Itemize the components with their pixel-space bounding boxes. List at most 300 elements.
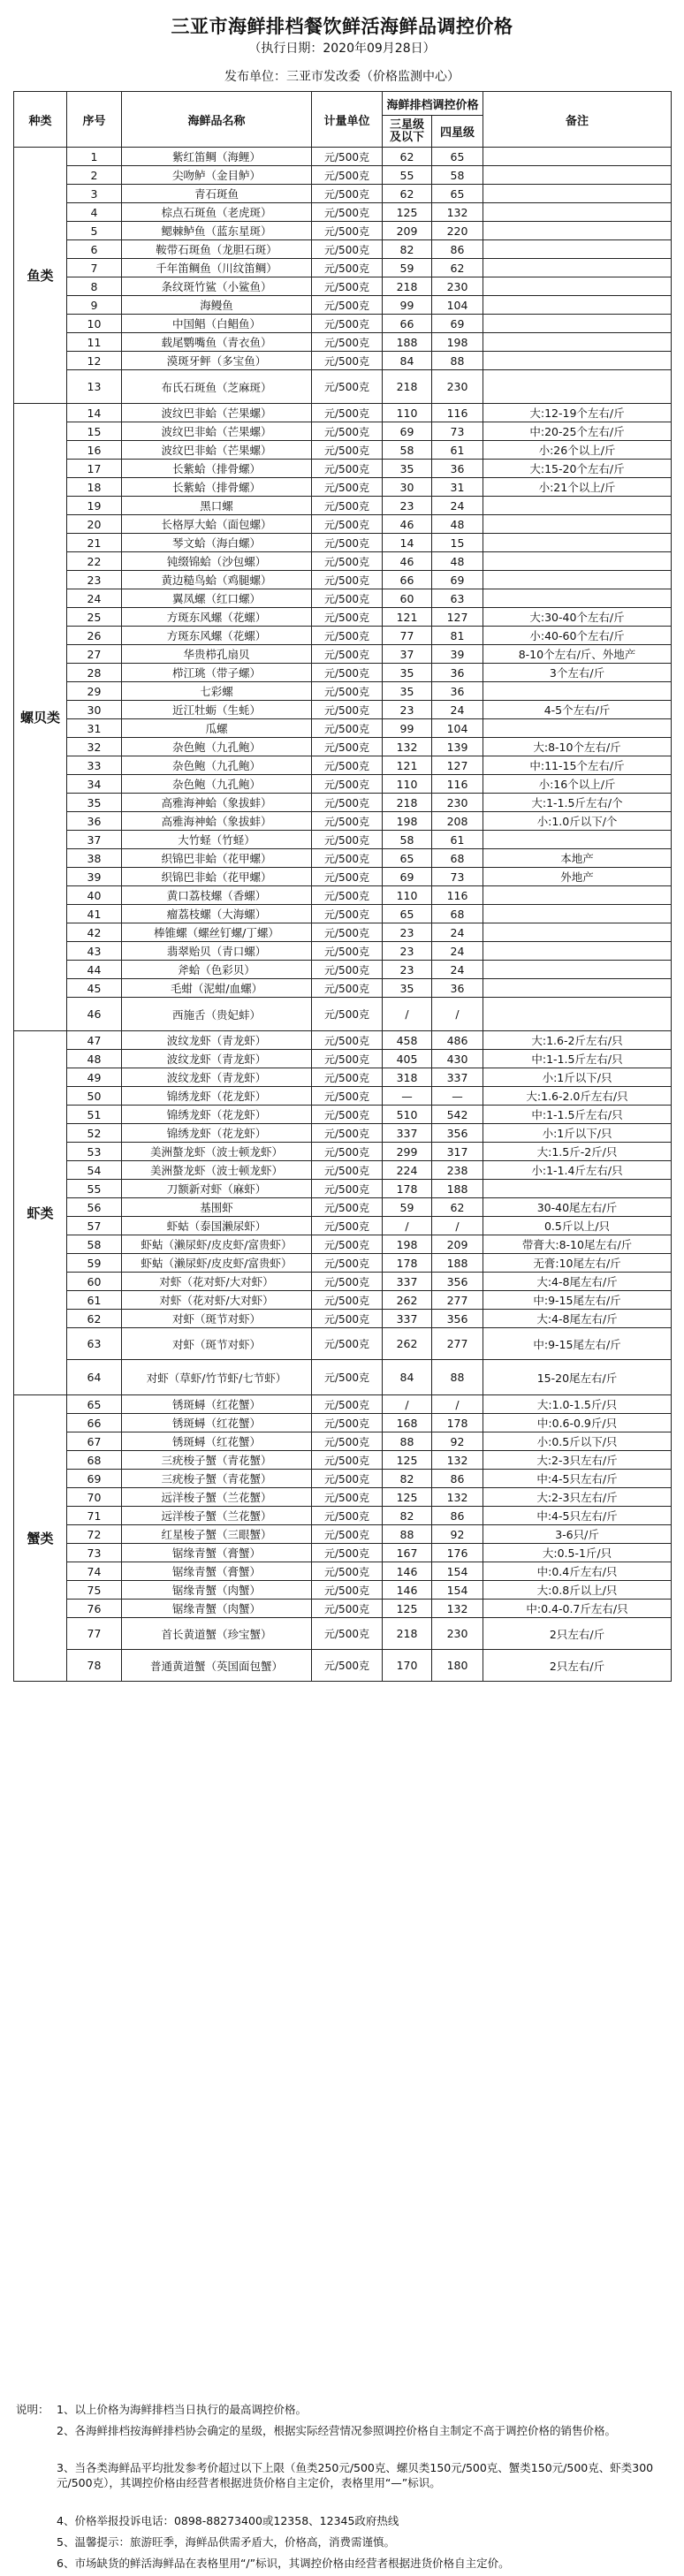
unit-cell: 元/500克 <box>312 1106 383 1124</box>
table-row <box>14 719 672 738</box>
item-name: 基围虾 <box>122 1198 312 1217</box>
price-4star: 180 <box>432 1650 483 1682</box>
note-cell: 大:15-20个左右/斤 <box>483 460 672 478</box>
price-3star: 132 <box>383 738 432 756</box>
unit-cell: 元/500克 <box>312 1360 383 1395</box>
price-4star: 116 <box>432 775 483 794</box>
unit-cell: 元/500克 <box>312 868 383 886</box>
price-4star: 92 <box>432 1432 483 1451</box>
unit-cell: 元/500克 <box>312 794 383 812</box>
note-cell <box>483 222 672 240</box>
header-price-4star: 四星级 <box>432 116 483 148</box>
note-cell: 15-20尾左右/斤 <box>483 1360 672 1395</box>
unit-cell: 元/500克 <box>312 1217 383 1235</box>
price-3star: 188 <box>383 333 432 352</box>
note-cell <box>483 571 672 589</box>
table-row <box>14 1050 672 1068</box>
item-name: 波纹龙虾（青龙虾） <box>122 1031 312 1050</box>
note-cell: 大:1.0-1.5斤/只 <box>483 1395 672 1414</box>
unit-cell: 元/500克 <box>312 441 383 460</box>
note-cell: 中:1-1.5斤左右/只 <box>483 1050 672 1068</box>
item-name: 波纹龙虾（青龙虾） <box>122 1050 312 1068</box>
item-name: 尖吻鲈（金目鲈） <box>122 166 312 185</box>
row-number: 7 <box>67 259 122 277</box>
unit-cell: 元/500克 <box>312 998 383 1031</box>
row-number: 38 <box>67 849 122 868</box>
category-label: 蟹类 <box>14 1395 67 1682</box>
row-number: 73 <box>67 1544 122 1562</box>
note-cell <box>483 148 672 166</box>
row-number: 6 <box>67 240 122 259</box>
price-3star: / <box>383 1217 432 1235</box>
item-name: 条纹斑竹鲨（小鲨鱼） <box>122 277 312 296</box>
price-3star: 458 <box>383 1031 432 1050</box>
price-3star: 299 <box>383 1143 432 1161</box>
price-4star: 61 <box>432 831 483 849</box>
price-4star: 63 <box>432 589 483 608</box>
price-3star: 224 <box>383 1161 432 1180</box>
row-number: 56 <box>67 1198 122 1217</box>
table-row <box>14 682 672 701</box>
price-4star: 24 <box>432 942 483 961</box>
price-3star: 110 <box>383 886 432 905</box>
table-row <box>14 589 672 608</box>
item-name: 波纹巴非蛤（芒果螺） <box>122 422 312 441</box>
table-row <box>14 998 672 1031</box>
item-name: 杂色鲍（九孔鲍） <box>122 756 312 775</box>
note-cell: 本地产 <box>483 849 672 868</box>
item-name: 琴文蛤（海白螺） <box>122 534 312 552</box>
price-3star: 66 <box>383 571 432 589</box>
row-number: 42 <box>67 923 122 942</box>
note-cell: 4-5个左右/斤 <box>483 701 672 719</box>
note-cell <box>483 240 672 259</box>
row-number: 52 <box>67 1124 122 1143</box>
price-3star: 218 <box>383 1618 432 1650</box>
note-cell: 30-40尾左右/斤 <box>483 1198 672 1217</box>
unit-cell: 元/500克 <box>312 608 383 627</box>
item-name: 织锦巴非蛤（花甲螺） <box>122 868 312 886</box>
price-4star: 39 <box>432 645 483 664</box>
item-name: 长格厚大蛤（面包螺） <box>122 515 312 534</box>
table-row <box>14 1600 672 1618</box>
unit-cell: 元/500克 <box>312 645 383 664</box>
price-4star: 209 <box>432 1235 483 1254</box>
unit-cell: 元/500克 <box>312 1544 383 1562</box>
row-number: 10 <box>67 315 122 333</box>
price-4star: 230 <box>432 1618 483 1650</box>
note-cell <box>483 315 672 333</box>
table-row <box>14 534 672 552</box>
item-name: 锯缘青蟹（肉蟹） <box>122 1600 312 1618</box>
unit-cell: 元/500克 <box>312 1488 383 1507</box>
price-3star: 46 <box>383 515 432 534</box>
item-name: 锦绣龙虾（花龙虾） <box>122 1124 312 1143</box>
row-number: 71 <box>67 1507 122 1525</box>
unit-cell: 元/500克 <box>312 923 383 942</box>
row-number: 62 <box>67 1310 122 1328</box>
item-name: 对虾（花对虾/大对虾） <box>122 1291 312 1310</box>
price-3star: 88 <box>383 1525 432 1544</box>
note-cell <box>483 166 672 185</box>
price-4star: 36 <box>432 664 483 682</box>
unit-cell: 元/500克 <box>312 979 383 998</box>
item-name: 紫红笛鲷（海鲤） <box>122 148 312 166</box>
table-row <box>14 961 672 979</box>
unit-cell: 元/500克 <box>312 1124 383 1143</box>
row-number: 5 <box>67 222 122 240</box>
price-4star: 62 <box>432 259 483 277</box>
row-number: 63 <box>67 1328 122 1360</box>
unit-cell: 元/500克 <box>312 1273 383 1291</box>
note-item: 2、各海鲜排档按海鲜排档协会确定的星级，根据实际经营情况参照调控价格自主制定不高于调控价格的销售价格。 <box>57 2424 616 2437</box>
unit-cell: 元/500克 <box>312 849 383 868</box>
unit-cell: 元/500克 <box>312 1198 383 1217</box>
item-name: 锦绣龙虾（花龙虾） <box>122 1106 312 1124</box>
table-row <box>14 1254 672 1273</box>
price-3star: 59 <box>383 259 432 277</box>
item-name: 远洋梭子蟹（兰花蟹） <box>122 1507 312 1525</box>
table-row <box>14 886 672 905</box>
price-4star: 198 <box>432 333 483 352</box>
note-cell: 中:4-5只左右/斤 <box>483 1470 672 1488</box>
price-4star: 36 <box>432 460 483 478</box>
row-number: 22 <box>67 552 122 571</box>
note-cell <box>483 979 672 998</box>
note-cell: 中:9-15尾左右/斤 <box>483 1291 672 1310</box>
unit-cell: 元/500克 <box>312 1087 383 1106</box>
unit-cell: 元/500克 <box>312 404 383 422</box>
table-row <box>14 1291 672 1310</box>
table-row <box>14 441 672 460</box>
table-row <box>14 1124 672 1143</box>
table-row <box>14 979 672 998</box>
note-cell: 0.5斤以上/只 <box>483 1217 672 1235</box>
note-cell <box>483 552 672 571</box>
unit-cell: 元/500克 <box>312 1432 383 1451</box>
price-3star: 337 <box>383 1310 432 1328</box>
item-name: 青石斑鱼 <box>122 185 312 203</box>
price-3star: 262 <box>383 1328 432 1360</box>
note-cell: 大:1-1.5斤左右/个 <box>483 794 672 812</box>
unit-cell: 元/500克 <box>312 1068 383 1087</box>
price-4star: 220 <box>432 222 483 240</box>
price-4star: 88 <box>432 1360 483 1395</box>
price-3star: 35 <box>383 979 432 998</box>
price-4star: 178 <box>432 1414 483 1432</box>
item-name: 虾蛄（濑尿虾/皮皮虾/富贵虾） <box>122 1235 312 1254</box>
price-3star: 23 <box>383 701 432 719</box>
table-row <box>14 1198 672 1217</box>
unit-cell: 元/500克 <box>312 961 383 979</box>
price-4star: 317 <box>432 1143 483 1161</box>
note-cell <box>483 259 672 277</box>
price-3star: 23 <box>383 923 432 942</box>
table-row <box>14 1451 672 1470</box>
price-4star: 188 <box>432 1254 483 1273</box>
unit-cell: 元/500克 <box>312 886 383 905</box>
table-row <box>14 1544 672 1562</box>
item-name: 三疣梭子蟹（青花蟹） <box>122 1470 312 1488</box>
note-cell: 中:1-1.5斤左右/只 <box>483 1106 672 1124</box>
price-4star: / <box>432 1217 483 1235</box>
note-cell <box>483 277 672 296</box>
note-item: 6、市场缺货的鲜活海鲜品在表格里用“/”标识，其调控价格由经营者根据进货价格自主定价。 <box>57 2557 510 2570</box>
note-cell <box>483 923 672 942</box>
table-row <box>14 1273 672 1291</box>
note-cell: 大:4-8尾左右/斤 <box>483 1273 672 1291</box>
price-4star: 430 <box>432 1050 483 1068</box>
table-row <box>14 370 672 404</box>
table-row <box>14 923 672 942</box>
unit-cell: 元/500克 <box>312 1180 383 1198</box>
price-4star: 68 <box>432 905 483 923</box>
item-name: 杂色鲍（九孔鲍） <box>122 738 312 756</box>
price-3star: 58 <box>383 441 432 460</box>
note-cell: 大:1.6-2.0斤左右/只 <box>483 1087 672 1106</box>
price-3star: 23 <box>383 497 432 515</box>
price-4star: 154 <box>432 1581 483 1600</box>
row-number: 35 <box>67 794 122 812</box>
price-4star: 176 <box>432 1544 483 1562</box>
row-number: 3 <box>67 185 122 203</box>
price-4star: 48 <box>432 552 483 571</box>
row-number: 68 <box>67 1451 122 1470</box>
item-name: 对虾（斑节对虾） <box>122 1328 312 1360</box>
price-3star: 62 <box>383 148 432 166</box>
row-number: 61 <box>67 1291 122 1310</box>
note-cell <box>483 296 672 315</box>
note-cell: 小:21个以上/斤 <box>483 478 672 497</box>
table-row <box>14 277 672 296</box>
table-row <box>14 812 672 831</box>
table-row <box>14 794 672 812</box>
note-cell <box>483 534 672 552</box>
price-4star: 238 <box>432 1161 483 1180</box>
note-cell: 中:20-25个左右/斤 <box>483 422 672 441</box>
price-4star: 542 <box>432 1106 483 1124</box>
price-4star: 73 <box>432 422 483 441</box>
header-name: 海鲜品名称 <box>122 92 312 148</box>
note-cell: 8-10个左右/斤、外地产 <box>483 645 672 664</box>
note-cell <box>483 719 672 738</box>
header-unit: 计量单位 <box>312 92 383 148</box>
note-cell <box>483 497 672 515</box>
price-3star: 23 <box>383 961 432 979</box>
table-row <box>14 148 672 166</box>
item-name: 高雅海神蛤（象拔蚌） <box>122 794 312 812</box>
price-4star: 65 <box>432 185 483 203</box>
item-name: 长紫蛤（排骨螺） <box>122 460 312 478</box>
table-row <box>14 868 672 886</box>
row-number: 67 <box>67 1432 122 1451</box>
row-number: 13 <box>67 370 122 404</box>
item-name: 美洲螯龙虾（波士顿龙虾） <box>122 1161 312 1180</box>
price-3star: 65 <box>383 849 432 868</box>
unit-cell: 元/500克 <box>312 1581 383 1600</box>
table-row <box>14 1031 672 1050</box>
row-number: 33 <box>67 756 122 775</box>
note-cell <box>483 886 672 905</box>
price-3star: 170 <box>383 1650 432 1682</box>
table-row <box>14 240 672 259</box>
row-number: 72 <box>67 1525 122 1544</box>
unit-cell: 元/500克 <box>312 166 383 185</box>
table-row <box>14 664 672 682</box>
row-number: 26 <box>67 627 122 645</box>
unit-cell: 元/500克 <box>312 296 383 315</box>
unit-cell: 元/500克 <box>312 333 383 352</box>
unit-cell: 元/500克 <box>312 478 383 497</box>
price-4star: 73 <box>432 868 483 886</box>
note-cell <box>483 961 672 979</box>
category-label: 螺贝类 <box>14 404 67 1031</box>
price-4star: 127 <box>432 608 483 627</box>
table-row <box>14 515 672 534</box>
table-row <box>14 849 672 868</box>
item-name: 瘤荔枝螺（大海螺） <box>122 905 312 923</box>
table-row <box>14 1180 672 1198</box>
table-row <box>14 645 672 664</box>
item-name: 锈斑蟳（红花蟹） <box>122 1395 312 1414</box>
item-name: 对虾（草虾/竹节虾/七节虾） <box>122 1360 312 1395</box>
row-number: 77 <box>67 1618 122 1650</box>
row-number: 14 <box>67 404 122 422</box>
table-row <box>14 775 672 794</box>
table-row <box>14 942 672 961</box>
item-name: 中国鲳（白鲳鱼） <box>122 315 312 333</box>
unit-cell: 元/500克 <box>312 942 383 961</box>
note-cell: 大:4-8尾左右/斤 <box>483 1310 672 1328</box>
row-number: 66 <box>67 1414 122 1432</box>
publisher: 发布单位：三亚市发改委（价格监测中心） <box>224 70 460 84</box>
table-row <box>14 1217 672 1235</box>
unit-cell: 元/500克 <box>312 370 383 404</box>
item-name: 黑口螺 <box>122 497 312 515</box>
price-4star: 116 <box>432 404 483 422</box>
price-3star: 125 <box>383 1600 432 1618</box>
unit-cell: 元/500克 <box>312 812 383 831</box>
note-cell: 大:12-19个左右/斤 <box>483 404 672 422</box>
note-cell: 小:1斤以下/只 <box>483 1124 672 1143</box>
row-number: 19 <box>67 497 122 515</box>
price-4star: 24 <box>432 497 483 515</box>
item-name: 翼凤螺（红口螺） <box>122 589 312 608</box>
price-3star: 60 <box>383 589 432 608</box>
item-name: 锯缘青蟹（膏蟹） <box>122 1562 312 1581</box>
unit-cell: 元/500克 <box>312 1328 383 1360</box>
item-name: 漠斑牙鲆（多宝鱼） <box>122 352 312 370</box>
price-3star: 99 <box>383 719 432 738</box>
unit-cell: 元/500克 <box>312 1470 383 1488</box>
note-cell: 3个左右/斤 <box>483 664 672 682</box>
unit-cell: 元/500克 <box>312 1562 383 1581</box>
item-name: 斧蛤（色彩贝） <box>122 961 312 979</box>
row-number: 12 <box>67 352 122 370</box>
price-4star: 230 <box>432 370 483 404</box>
note-cell <box>483 352 672 370</box>
note-item: 5、温馨提示：旅游旺季，海鲜品供需矛盾大，价格高，消费需谨慎。 <box>57 2535 395 2549</box>
header-note: 备注 <box>483 92 672 148</box>
item-name: 毛蚶（泥蚶/血螺） <box>122 979 312 998</box>
price-4star: 127 <box>432 756 483 775</box>
row-number: 32 <box>67 738 122 756</box>
row-number: 74 <box>67 1562 122 1581</box>
table-row <box>14 608 672 627</box>
price-4star: 356 <box>432 1273 483 1291</box>
row-number: 70 <box>67 1488 122 1507</box>
unit-cell: 元/500克 <box>312 738 383 756</box>
unit-cell: 元/500克 <box>312 1254 383 1273</box>
note-cell: 大:2-3只左右/斤 <box>483 1488 672 1507</box>
category-label: 鱼类 <box>14 148 67 404</box>
unit-cell: 元/500克 <box>312 664 383 682</box>
header-number: 序号 <box>67 92 122 148</box>
price-3star: 121 <box>383 756 432 775</box>
note-cell <box>483 589 672 608</box>
row-number: 51 <box>67 1106 122 1124</box>
unit-cell: 元/500克 <box>312 831 383 849</box>
item-name: 虾蛄（濑尿虾/皮皮虾/富贵虾） <box>122 1254 312 1273</box>
price-4star: 132 <box>432 1451 483 1470</box>
price-3star: 198 <box>383 1235 432 1254</box>
table-row <box>14 1161 672 1180</box>
price-4star: — <box>432 1087 483 1106</box>
note-cell: 小:16个以上/斤 <box>483 775 672 794</box>
row-number: 64 <box>67 1360 122 1395</box>
row-number: 50 <box>67 1087 122 1106</box>
note-cell: 大:0.5-1斤/只 <box>483 1544 672 1562</box>
row-number: 18 <box>67 478 122 497</box>
table-row <box>14 203 672 222</box>
item-name: 波纹巴非蛤（芒果螺） <box>122 441 312 460</box>
item-name: 普通黄道蟹（英国面包蟹） <box>122 1650 312 1682</box>
row-number: 75 <box>67 1581 122 1600</box>
item-name: 锦绣龙虾（花龙虾） <box>122 1087 312 1106</box>
row-number: 8 <box>67 277 122 296</box>
price-3star: 30 <box>383 478 432 497</box>
price-3star: 69 <box>383 422 432 441</box>
price-4star: 36 <box>432 682 483 701</box>
row-number: 11 <box>67 333 122 352</box>
item-name: 虾蛄（泰国濑尿虾） <box>122 1217 312 1235</box>
row-number: 48 <box>67 1050 122 1068</box>
row-number: 44 <box>67 961 122 979</box>
unit-cell: 元/500克 <box>312 1031 383 1050</box>
unit-cell: 元/500克 <box>312 1525 383 1544</box>
note-cell: 小:1斤以下/只 <box>483 1068 672 1087</box>
price-3star: 218 <box>383 794 432 812</box>
row-number: 34 <box>67 775 122 794</box>
price-4star: 188 <box>432 1180 483 1198</box>
table-row <box>14 1618 672 1650</box>
note-cell: 无膏:10尾左右/斤 <box>483 1254 672 1273</box>
header-category: 种类 <box>14 92 67 148</box>
item-name: 波纹巴非蛤（芒果螺） <box>122 404 312 422</box>
page-title: 三亚市海鲜排档餐饮鲜活海鲜品调控价格 <box>171 16 513 37</box>
item-name: 杂色鲍（九孔鲍） <box>122 775 312 794</box>
table-row <box>14 1068 672 1087</box>
item-name: 锯缘青蟹（膏蟹） <box>122 1544 312 1562</box>
price-3star: 510 <box>383 1106 432 1124</box>
item-name: 方斑东风螺（花螺） <box>122 608 312 627</box>
price-3star: 88 <box>383 1432 432 1451</box>
table-row <box>14 497 672 515</box>
price-4star: 86 <box>432 1507 483 1525</box>
row-number: 28 <box>67 664 122 682</box>
unit-cell: 元/500克 <box>312 534 383 552</box>
unit-cell: 元/500克 <box>312 1650 383 1682</box>
